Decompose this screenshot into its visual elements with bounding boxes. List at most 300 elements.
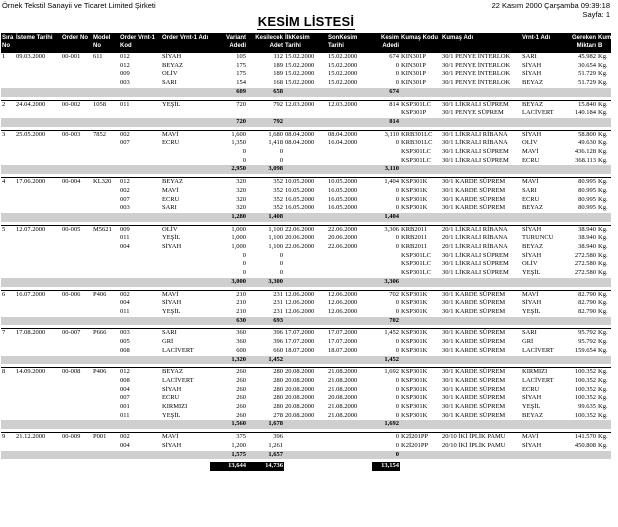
table-cell: 0 xyxy=(242,148,246,156)
table-cell xyxy=(92,260,119,269)
table-cell: 30.654 xyxy=(578,61,596,69)
total-spacer xyxy=(92,420,119,429)
order-number: 00-003 xyxy=(61,130,92,139)
total-variant: 720 xyxy=(210,118,247,127)
row-number: 5 xyxy=(1,225,15,234)
table-cell: 30/1 PENYE İNTERLOK xyxy=(442,79,511,87)
table-cell: YEŞİL xyxy=(522,269,541,277)
table-cell: 260 xyxy=(236,403,246,411)
table-row xyxy=(1,299,611,308)
grand-spacer xyxy=(441,462,521,471)
table-cell: GRİ xyxy=(162,338,174,346)
total-spacer xyxy=(597,420,611,429)
table-cell xyxy=(92,204,119,213)
table-cell xyxy=(61,62,92,71)
table-cell xyxy=(1,347,15,356)
table-cell: 141.570 xyxy=(561,433,597,442)
total-spacer xyxy=(561,420,597,429)
table-cell: 352 xyxy=(247,178,284,187)
table-cell: 3,110 xyxy=(372,130,400,139)
table-row xyxy=(1,269,611,278)
total-spacer xyxy=(1,356,15,365)
table-cell xyxy=(161,269,210,278)
total-spacer xyxy=(327,165,372,174)
table-row xyxy=(1,260,611,269)
table-cell xyxy=(119,148,161,157)
table-row xyxy=(1,377,611,386)
total-spacer xyxy=(92,213,119,222)
table-cell: Kg. xyxy=(597,290,611,299)
request-date: 25.05.2000 xyxy=(15,130,61,139)
total-spacer xyxy=(597,451,611,460)
table-cell: MAVİ xyxy=(161,130,210,139)
table-cell: 30/1 KARDE SÜPREM xyxy=(442,186,506,194)
table-cell xyxy=(15,139,61,148)
table-cell xyxy=(61,187,92,196)
table-cell: MAVİ xyxy=(521,433,561,442)
column-header: İsteme Tarihi xyxy=(15,33,61,53)
table-cell: 30/1 LİKRALI SÜPREM xyxy=(442,260,509,268)
table-cell: ECRU xyxy=(162,195,180,203)
table-cell xyxy=(92,139,119,148)
table-cell xyxy=(92,308,119,317)
total-spacer xyxy=(1,213,15,222)
table-cell: 175 xyxy=(236,61,246,69)
total-spacer xyxy=(284,451,327,460)
table-cell xyxy=(284,252,327,261)
table-cell: KSP301LC xyxy=(401,260,431,268)
table-cell xyxy=(15,148,61,157)
table-cell: KSP301LC xyxy=(400,100,441,109)
total-spacer xyxy=(597,165,611,174)
table-cell: 10.05.2000 xyxy=(284,178,327,187)
table-cell: 30/1 KARDE SÜPREM xyxy=(442,376,506,384)
total-spacer xyxy=(119,88,161,97)
table-cell: 08.04.2000 xyxy=(327,130,372,139)
column-header: Kumaş B xyxy=(597,33,611,53)
table-cell: SİYAH xyxy=(522,251,542,259)
table-cell: 352 xyxy=(273,195,283,203)
table-cell: 0 xyxy=(395,243,399,251)
table-cell: 1,200 xyxy=(231,441,246,449)
table-cell: 1,692 xyxy=(372,368,400,377)
table-cell: SİYAH xyxy=(521,130,561,139)
row-number: 7 xyxy=(1,329,15,338)
table-cell: 0 xyxy=(395,234,399,242)
total-spacer xyxy=(15,213,61,222)
table-row xyxy=(1,338,611,347)
total-spacer xyxy=(597,317,611,326)
table-cell: 30/1 LİKRALI RİBANA xyxy=(441,130,521,139)
table-cell xyxy=(15,442,61,451)
table-cell xyxy=(15,260,61,269)
table-cell: ECRU xyxy=(522,195,540,203)
total-cut: 3,110 xyxy=(372,165,400,174)
total-spacer xyxy=(441,317,521,326)
table-row xyxy=(1,70,611,79)
table-cell: LACİVERT xyxy=(522,376,554,384)
table-cell: 22.06.2000 xyxy=(284,225,327,234)
request-date: 21.12.2000 xyxy=(15,433,61,442)
grand-total-variant: 13,644 xyxy=(210,462,247,471)
table-cell: 30/1 KARDE SÜPREM xyxy=(442,346,506,354)
table-cell: KRB301LC xyxy=(401,139,433,147)
table-cell: KSP301LC xyxy=(401,269,431,277)
column-header: Gereken Miktarı xyxy=(561,33,597,53)
total-spacer xyxy=(92,88,119,97)
table-cell: 20.08.2000 xyxy=(284,368,327,377)
table-cell: 30/1 KARDE SÜPREM xyxy=(442,338,506,346)
total-spacer xyxy=(284,356,327,365)
total-spacer xyxy=(61,88,92,97)
table-cell: Kg. xyxy=(598,376,608,384)
table-cell: 231 xyxy=(273,299,283,307)
table-row xyxy=(1,62,611,71)
total-spacer xyxy=(561,356,597,365)
table-cell: Kg. xyxy=(598,299,608,307)
table-cell xyxy=(1,299,15,308)
table-row xyxy=(1,148,611,157)
table-cell: 368.113 xyxy=(575,156,596,164)
table-cell: GRİ xyxy=(522,338,534,346)
table-cell: YEŞİL xyxy=(162,411,181,419)
total-cut: 1,692 xyxy=(372,420,400,429)
table-cell: OLİV xyxy=(522,260,538,268)
total-spacer xyxy=(284,278,327,287)
total-spacer xyxy=(327,317,372,326)
table-cell: 3,306 xyxy=(372,225,400,234)
table-cell: Kg. xyxy=(598,148,608,156)
grand-spacer xyxy=(327,462,372,471)
total-to-cut: 3,098 xyxy=(247,165,284,174)
table-cell xyxy=(61,377,92,386)
total-spacer xyxy=(61,317,92,326)
row-number: 3 xyxy=(1,130,15,139)
column-header: Variant Adedi xyxy=(210,33,247,53)
table-cell: 231 xyxy=(247,290,284,299)
table-cell: 30/1 PENYE İNTERLOK xyxy=(442,70,511,78)
table-cell: KIN301P xyxy=(401,70,426,78)
table-cell: 20.06.2000 xyxy=(328,234,358,242)
table-cell: KSP301K xyxy=(401,376,428,384)
table-cell: KSP301K xyxy=(401,385,428,393)
table-cell: 0 xyxy=(395,299,399,307)
total-to-cut: 1,657 xyxy=(247,451,284,460)
table-cell: 100.352 xyxy=(574,394,596,402)
table-cell: 1,000 xyxy=(210,225,247,234)
table-cell: 0 xyxy=(242,251,246,259)
table-cell xyxy=(15,157,61,166)
table-cell: 30/1 LİKRALI SÜPREM xyxy=(442,269,509,277)
table-cell: 003 xyxy=(120,79,130,87)
table-cell: KSP301K xyxy=(401,338,428,346)
table-cell: 0 xyxy=(395,139,399,147)
table-cell: MAVİ xyxy=(161,433,210,442)
grand-spacer xyxy=(561,462,597,471)
table-cell: KIRMIZI xyxy=(521,368,561,377)
table-cell: SİYAH xyxy=(522,70,542,78)
table-cell xyxy=(92,157,119,166)
total-spacer xyxy=(15,356,61,365)
model-number: 611 xyxy=(92,53,119,62)
table-header xyxy=(1,33,611,53)
table-cell: 22.06.2000 xyxy=(285,243,315,251)
table-cell: 0 xyxy=(395,61,399,69)
table-cell: 352 xyxy=(273,186,283,194)
total-spacer xyxy=(15,317,61,326)
table-cell xyxy=(15,252,61,261)
table-cell xyxy=(92,403,119,412)
table-cell: K2İ201PP xyxy=(400,433,441,442)
table-cell: 100.352 xyxy=(574,376,596,384)
table-cell: 352 xyxy=(273,204,283,212)
table-cell: 16.05.2000 xyxy=(285,195,315,203)
table-cell: KSP301K xyxy=(401,195,428,203)
table-cell xyxy=(15,308,61,317)
total-spacer xyxy=(92,317,119,326)
table-cell: 20/1 LİKRALI RİBANA xyxy=(442,243,508,251)
total-spacer xyxy=(327,420,372,429)
table-cell: 17.07.2000 xyxy=(328,338,358,346)
total-spacer xyxy=(1,420,15,429)
table-row xyxy=(1,196,611,205)
table-cell: 396 xyxy=(247,433,284,442)
table-cell: 20.08.2000 xyxy=(285,411,315,419)
table-cell: 0 xyxy=(395,411,399,419)
table-cell: Kg. xyxy=(597,53,611,62)
table-row xyxy=(1,252,611,261)
table-cell: 0 xyxy=(279,148,283,156)
table-cell xyxy=(327,260,372,269)
table-cell: 210 xyxy=(236,299,246,307)
table-cell: 009 xyxy=(120,70,130,78)
table-cell: 011 xyxy=(119,100,161,109)
table-cell: 007 xyxy=(120,394,130,402)
table-cell xyxy=(92,377,119,386)
table-cell: 1,680 xyxy=(247,130,284,139)
table-cell: 30/1 PENYE İNTERLOK xyxy=(442,61,511,69)
table-cell xyxy=(15,299,61,308)
table-cell: 272.580 xyxy=(574,260,596,268)
table-cell: KSP301K xyxy=(401,346,428,354)
row-number: 1 xyxy=(1,53,15,62)
total-spacer xyxy=(15,278,61,287)
table-cell: 30/1 KARDE SÜPREM xyxy=(442,394,506,402)
table-cell: 008 xyxy=(120,376,130,384)
table-cell xyxy=(119,252,161,261)
table-cell: SİYAH xyxy=(162,299,182,307)
table-cell: 012 xyxy=(119,53,161,62)
table-cell: 80.995 xyxy=(578,195,596,203)
table-cell: 0 xyxy=(279,269,283,277)
table-cell: 15.02.2000 xyxy=(285,79,315,87)
table-cell: 210 xyxy=(236,307,246,315)
table-cell xyxy=(92,394,119,403)
total-spacer xyxy=(284,88,327,97)
report-datetime: 22 Kasım 2000 Çarşamba 09:39:18 xyxy=(491,1,610,10)
table-cell xyxy=(61,109,92,118)
table-cell xyxy=(247,109,284,118)
total-spacer xyxy=(119,278,161,287)
table-cell xyxy=(161,148,210,157)
table-cell: BEYAZ xyxy=(161,178,210,187)
column-header: Order No xyxy=(61,33,92,53)
table-cell: 260 xyxy=(236,376,246,384)
table-cell xyxy=(161,109,210,118)
table-cell: 30/1 PENYE SÜPREM xyxy=(442,109,504,117)
table-cell xyxy=(1,204,15,213)
table-cell xyxy=(61,70,92,79)
grand-spacer xyxy=(1,462,15,471)
cutting-list-table xyxy=(1,33,618,471)
total-spacer xyxy=(284,118,327,127)
total-spacer xyxy=(284,213,327,222)
table-cell: 112 xyxy=(247,53,284,62)
table-cell xyxy=(284,109,327,118)
table-row xyxy=(1,308,611,317)
table-cell: 30/1 LİKRALI SÜPREM xyxy=(442,148,509,156)
table-cell: Kg. xyxy=(598,79,608,87)
total-spacer xyxy=(92,356,119,365)
table-cell: Kg. xyxy=(598,411,608,419)
table-cell: 0 xyxy=(395,204,399,212)
group-total-row xyxy=(1,278,611,287)
table-cell: 0 xyxy=(372,433,400,442)
total-variant: 1,575 xyxy=(210,451,247,460)
total-spacer xyxy=(400,118,441,127)
table-cell: 280 xyxy=(273,394,283,402)
total-spacer xyxy=(597,278,611,287)
table-cell xyxy=(1,269,15,278)
grand-spacer xyxy=(61,462,92,471)
table-cell: 260 xyxy=(236,411,246,419)
table-cell xyxy=(92,347,119,356)
order-number: 00-006 xyxy=(61,290,92,299)
table-cell: 17.07.2000 xyxy=(327,329,372,338)
total-spacer xyxy=(119,118,161,127)
total-spacer xyxy=(161,213,210,222)
table-cell: 600 xyxy=(236,346,246,354)
group-total-row xyxy=(1,213,611,222)
table-cell: 674 xyxy=(372,53,400,62)
table-cell: 320 xyxy=(210,178,247,187)
table-cell xyxy=(1,403,15,412)
table-cell: Kg. xyxy=(598,394,608,402)
report-title: KESİM LİSTESİ xyxy=(257,14,355,29)
row-number: 6 xyxy=(1,290,15,299)
table-cell: 1,100 xyxy=(268,234,283,242)
table-cell xyxy=(15,196,61,205)
table-cell: SARI xyxy=(161,329,210,338)
total-spacer xyxy=(400,420,441,429)
table-cell: 20/10 İKİ İPLİK PAMU xyxy=(441,433,521,442)
table-cell: Kg. xyxy=(598,243,608,251)
column-header: Kumaş Adı xyxy=(441,33,521,53)
table-cell: SİYAH xyxy=(522,394,542,402)
table-cell: 004 xyxy=(120,243,130,251)
model-number: P406 xyxy=(92,368,119,377)
table-row xyxy=(1,130,611,139)
table-cell: Kg. xyxy=(597,100,611,109)
table-cell xyxy=(92,62,119,71)
table-cell: 002 xyxy=(119,290,161,299)
table-cell: 175 xyxy=(236,70,246,78)
table-cell: 12.03.2000 xyxy=(284,100,327,109)
table-cell: 140.184 xyxy=(574,109,596,117)
table-cell: SİYAH xyxy=(162,385,182,393)
table-cell xyxy=(61,196,92,205)
grand-spacer xyxy=(284,462,327,471)
table-cell: BEYAZ xyxy=(522,79,543,87)
table-cell: 21.08.2000 xyxy=(328,411,358,419)
table-cell: 001 xyxy=(120,403,130,411)
table-cell: 0 xyxy=(395,70,399,78)
table-cell: 280 xyxy=(273,403,283,411)
table-cell xyxy=(284,442,327,451)
table-cell xyxy=(92,148,119,157)
total-spacer xyxy=(15,165,61,174)
table-cell xyxy=(15,243,61,252)
table-cell: 10.05.2000 xyxy=(327,178,372,187)
table-cell: LACİVERT xyxy=(162,376,194,384)
table-row xyxy=(1,109,611,118)
table-cell xyxy=(1,394,15,403)
table-cell: 15.02.2000 xyxy=(328,70,358,78)
table-cell: 396 xyxy=(247,329,284,338)
column-header: Kumaş Kodu xyxy=(400,33,441,53)
table-cell: 18.07.2000 xyxy=(328,346,358,354)
table-cell: Kg. xyxy=(598,251,608,259)
table-cell xyxy=(327,157,372,166)
table-cell: 189 xyxy=(273,61,283,69)
table-cell xyxy=(15,394,61,403)
total-spacer xyxy=(61,118,92,127)
total-cut: 3,306 xyxy=(372,278,400,287)
table-cell: KSP301LC xyxy=(401,251,431,259)
table-row xyxy=(1,187,611,196)
table-row xyxy=(1,243,611,252)
table-cell: 012 xyxy=(119,178,161,187)
total-spacer xyxy=(400,213,441,222)
table-cell: 12.06.2000 xyxy=(327,290,372,299)
table-cell: 360 xyxy=(236,338,246,346)
request-date: 16.07.2000 xyxy=(15,290,61,299)
order-number: 00-004 xyxy=(61,178,92,187)
table-cell: MAVİ xyxy=(162,186,179,194)
column-header: SonKesim Tarihi xyxy=(327,33,372,53)
total-to-cut: 3,300 xyxy=(247,278,284,287)
model-number: 1058 xyxy=(92,100,119,109)
total-to-cut: 1,408 xyxy=(247,213,284,222)
table-cell: KSP301K xyxy=(401,394,428,402)
table-cell: 08.04.2000 xyxy=(285,139,315,147)
total-spacer xyxy=(15,118,61,127)
table-cell: Kg. xyxy=(598,195,608,203)
table-cell: 30/1 KARDE SÜPREM xyxy=(441,329,521,338)
table-cell: 82.790 xyxy=(578,307,596,315)
table-row xyxy=(1,290,611,299)
grand-total-cut: 13,154 xyxy=(372,462,400,471)
table-cell xyxy=(1,62,15,71)
table-cell xyxy=(15,62,61,71)
table-cell: BEYAZ xyxy=(522,243,543,251)
order-number: 00-007 xyxy=(61,329,92,338)
table-cell: 004 xyxy=(120,299,130,307)
table-cell xyxy=(92,196,119,205)
total-variant: 630 xyxy=(210,317,247,326)
table-cell: 20/1 LİKRALI RİBANA xyxy=(442,234,508,242)
table-cell: 100.352 xyxy=(561,368,597,377)
